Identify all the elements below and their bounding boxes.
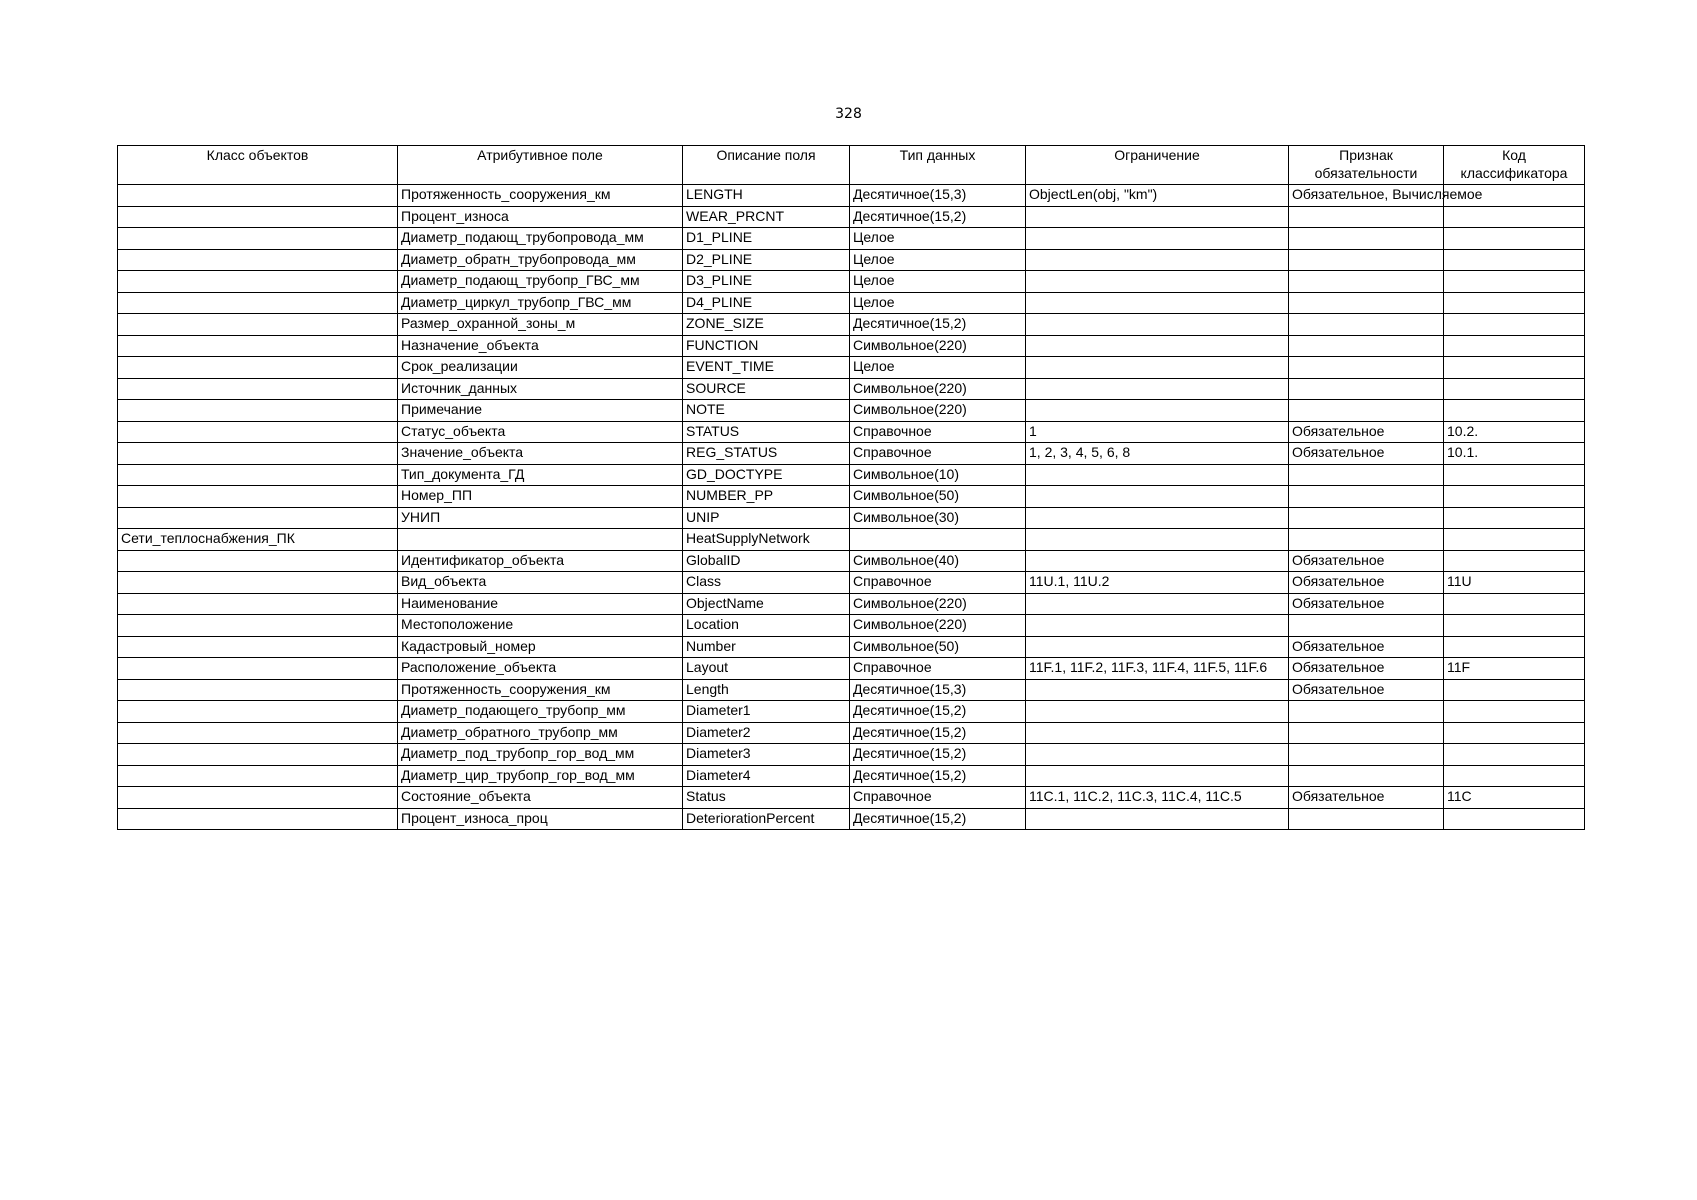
attribute-table <box>117 145 1585 830</box>
cell-data-type: Десятичное(15,2) <box>850 206 1026 228</box>
cell-field-description: LENGTH <box>683 185 850 207</box>
cell-mandatory-flag: Обязательное <box>1289 636 1444 658</box>
cell-mandatory-flag: Обязательное <box>1289 787 1444 809</box>
cell-object-class <box>118 185 398 207</box>
cell-mandatory-flag: Обязательное <box>1289 443 1444 465</box>
cell-mandatory-flag <box>1289 378 1444 400</box>
cell-object-class <box>118 228 398 250</box>
cell-constraint: ObjectLen(obj, "km") <box>1026 185 1289 207</box>
cell-object-class <box>118 421 398 443</box>
cell-mandatory-flag: Обязательное, Вычисляемое <box>1289 185 1444 207</box>
header-object-class: Класс объектов <box>118 146 398 185</box>
cell-object-class <box>118 658 398 680</box>
cell-mandatory-flag <box>1289 507 1444 529</box>
cell-constraint: 11U.1, 11U.2 <box>1026 572 1289 594</box>
cell-object-class: Сети_теплоснабжения_ПК <box>118 529 398 551</box>
table-row <box>118 744 1585 766</box>
cell-data-type: Десятичное(15,2) <box>850 314 1026 336</box>
cell-field-description: ObjectName <box>683 593 850 615</box>
cell-data-type <box>850 529 1026 551</box>
cell-classifier-code <box>1444 228 1585 250</box>
cell-field-description: HeatSupplyNetwork <box>683 529 850 551</box>
table-row <box>118 421 1585 443</box>
table-row <box>118 808 1585 830</box>
cell-data-type: Символьное(40) <box>850 550 1026 572</box>
cell-field-description: REG_STATUS <box>683 443 850 465</box>
cell-attribute-field: Диаметр_подающ_трубопровода_мм <box>398 228 683 250</box>
cell-constraint: 11C.1, 11C.2, 11C.3, 11C.4, 11C.5 <box>1026 787 1289 809</box>
cell-classifier-code <box>1444 550 1585 572</box>
table-row <box>118 679 1585 701</box>
table-row <box>118 507 1585 529</box>
table-row <box>118 636 1585 658</box>
cell-classifier-code <box>1444 636 1585 658</box>
cell-constraint: 11F.1, 11F.2, 11F.3, 11F.4, 11F.5, 11F.6 <box>1026 658 1289 680</box>
cell-data-type: Справочное <box>850 787 1026 809</box>
cell-field-description: NUMBER_PP <box>683 486 850 508</box>
cell-classifier-code <box>1444 701 1585 723</box>
cell-field-description: Diameter3 <box>683 744 850 766</box>
cell-constraint <box>1026 593 1289 615</box>
cell-data-type: Целое <box>850 228 1026 250</box>
cell-classifier-code <box>1444 615 1585 637</box>
cell-constraint <box>1026 722 1289 744</box>
table-row <box>118 765 1585 787</box>
cell-constraint <box>1026 228 1289 250</box>
cell-object-class <box>118 636 398 658</box>
table-row <box>118 228 1585 250</box>
cell-field-description: Diameter2 <box>683 722 850 744</box>
cell-classifier-code <box>1444 722 1585 744</box>
cell-mandatory-flag <box>1289 722 1444 744</box>
cell-field-description: NOTE <box>683 400 850 422</box>
cell-classifier-code <box>1444 529 1585 551</box>
table-row <box>118 185 1585 207</box>
cell-data-type: Десятичное(15,3) <box>850 679 1026 701</box>
table-row <box>118 572 1585 594</box>
cell-data-type: Символьное(220) <box>850 593 1026 615</box>
cell-constraint <box>1026 507 1289 529</box>
table-row <box>118 314 1585 336</box>
cell-mandatory-flag <box>1289 271 1444 293</box>
cell-mandatory-flag <box>1289 292 1444 314</box>
cell-constraint <box>1026 464 1289 486</box>
cell-mandatory-flag <box>1289 228 1444 250</box>
cell-classifier-code <box>1444 679 1585 701</box>
cell-attribute-field: Идентификатор_объекта <box>398 550 683 572</box>
cell-classifier-code <box>1444 464 1585 486</box>
cell-attribute-field: Протяженность_сооружения_км <box>398 185 683 207</box>
table-row <box>118 615 1585 637</box>
cell-field-description: D3_PLINE <box>683 271 850 293</box>
cell-constraint <box>1026 249 1289 271</box>
cell-constraint <box>1026 400 1289 422</box>
cell-field-description: D2_PLINE <box>683 249 850 271</box>
cell-mandatory-flag <box>1289 615 1444 637</box>
cell-mandatory-flag <box>1289 529 1444 551</box>
cell-mandatory-flag <box>1289 206 1444 228</box>
table-row <box>118 486 1585 508</box>
cell-constraint <box>1026 808 1289 830</box>
cell-classifier-code <box>1444 357 1585 379</box>
cell-attribute-field: Номер_ПП <box>398 486 683 508</box>
cell-classifier-code <box>1444 271 1585 293</box>
cell-constraint <box>1026 357 1289 379</box>
cell-mandatory-flag: Обязательное <box>1289 658 1444 680</box>
cell-object-class <box>118 249 398 271</box>
cell-classifier-code <box>1444 249 1585 271</box>
cell-object-class <box>118 271 398 293</box>
cell-object-class <box>118 679 398 701</box>
cell-field-description: SOURCE <box>683 378 850 400</box>
cell-data-type: Символьное(220) <box>850 615 1026 637</box>
cell-mandatory-flag: Обязательное <box>1289 421 1444 443</box>
cell-field-description: Class <box>683 572 850 594</box>
cell-data-type: Справочное <box>850 421 1026 443</box>
table-row <box>118 249 1585 271</box>
cell-object-class <box>118 443 398 465</box>
cell-constraint <box>1026 701 1289 723</box>
cell-attribute-field: Процент_износа <box>398 206 683 228</box>
cell-attribute-field: Диаметр_подающ_трубопр_ГВС_мм <box>398 271 683 293</box>
cell-attribute-field: Протяженность_сооружения_км <box>398 679 683 701</box>
cell-data-type: Десятичное(15,2) <box>850 808 1026 830</box>
cell-field-description: Diameter4 <box>683 765 850 787</box>
cell-data-type: Десятичное(15,2) <box>850 744 1026 766</box>
cell-mandatory-flag <box>1289 335 1444 357</box>
cell-object-class <box>118 486 398 508</box>
table-row <box>118 271 1585 293</box>
cell-object-class <box>118 464 398 486</box>
cell-attribute-field: Тип_документа_ГД <box>398 464 683 486</box>
cell-data-type: Десятичное(15,2) <box>850 765 1026 787</box>
page-number: 328 <box>835 106 862 122</box>
cell-data-type: Символьное(220) <box>850 335 1026 357</box>
cell-data-type: Справочное <box>850 658 1026 680</box>
cell-mandatory-flag <box>1289 314 1444 336</box>
cell-classifier-code: 10.1. <box>1444 443 1585 465</box>
cell-constraint <box>1026 292 1289 314</box>
cell-constraint <box>1026 765 1289 787</box>
cell-data-type: Символьное(220) <box>850 400 1026 422</box>
cell-field-description: STATUS <box>683 421 850 443</box>
cell-field-description: Location <box>683 615 850 637</box>
cell-constraint: 1, 2, 3, 4, 5, 6, 8 <box>1026 443 1289 465</box>
table-row <box>118 443 1585 465</box>
header-field-description: Описание поля <box>683 146 850 185</box>
cell-object-class <box>118 507 398 529</box>
cell-field-description: DeteriorationPercent <box>683 808 850 830</box>
cell-field-description: ZONE_SIZE <box>683 314 850 336</box>
cell-object-class <box>118 593 398 615</box>
cell-mandatory-flag <box>1289 249 1444 271</box>
cell-attribute-field: Вид_объекта <box>398 572 683 594</box>
cell-constraint <box>1026 206 1289 228</box>
table-row <box>118 787 1585 809</box>
cell-attribute-field: Срок_реализации <box>398 357 683 379</box>
cell-constraint <box>1026 744 1289 766</box>
cell-attribute-field: Расположение_объекта <box>398 658 683 680</box>
cell-object-class <box>118 572 398 594</box>
cell-field-description: UNIP <box>683 507 850 529</box>
table-row <box>118 529 1585 551</box>
cell-attribute-field: Статус_объекта <box>398 421 683 443</box>
cell-mandatory-flag <box>1289 808 1444 830</box>
cell-object-class <box>118 292 398 314</box>
table-row <box>118 658 1585 680</box>
cell-field-description: GD_DOCTYPE <box>683 464 850 486</box>
cell-field-description: Diameter1 <box>683 701 850 723</box>
cell-data-type: Символьное(10) <box>850 464 1026 486</box>
table-row <box>118 400 1585 422</box>
cell-data-type: Целое <box>850 249 1026 271</box>
cell-classifier-code <box>1444 486 1585 508</box>
table-header <box>118 146 1585 185</box>
cell-data-type: Справочное <box>850 443 1026 465</box>
cell-object-class <box>118 335 398 357</box>
cell-field-description: FUNCTION <box>683 335 850 357</box>
cell-constraint: 1 <box>1026 421 1289 443</box>
cell-data-type: Целое <box>850 357 1026 379</box>
header-classifier-code: Код классификатора <box>1444 146 1585 185</box>
cell-attribute-field: Состояние_объекта <box>398 787 683 809</box>
cell-object-class <box>118 744 398 766</box>
cell-classifier-code <box>1444 314 1585 336</box>
cell-field-description: Status <box>683 787 850 809</box>
cell-object-class <box>118 378 398 400</box>
table-row <box>118 292 1585 314</box>
cell-data-type: Десятичное(15,2) <box>850 701 1026 723</box>
cell-constraint <box>1026 550 1289 572</box>
cell-constraint <box>1026 615 1289 637</box>
cell-classifier-code <box>1444 808 1585 830</box>
cell-field-description: Number <box>683 636 850 658</box>
cell-classifier-code <box>1444 378 1585 400</box>
cell-field-description: EVENT_TIME <box>683 357 850 379</box>
cell-mandatory-flag <box>1289 765 1444 787</box>
cell-classifier-code <box>1444 292 1585 314</box>
cell-data-type: Справочное <box>850 572 1026 594</box>
header-constraint: Ограничение <box>1026 146 1289 185</box>
cell-classifier-code <box>1444 744 1585 766</box>
cell-classifier-code <box>1444 593 1585 615</box>
cell-constraint <box>1026 636 1289 658</box>
cell-field-description: GlobalID <box>683 550 850 572</box>
cell-attribute-field: Примечание <box>398 400 683 422</box>
table-row <box>118 701 1585 723</box>
table-row <box>118 206 1585 228</box>
cell-attribute-field: Размер_охранной_зоны_м <box>398 314 683 336</box>
header-attribute-field: Атрибутивное поле <box>398 146 683 185</box>
cell-mandatory-flag <box>1289 400 1444 422</box>
cell-object-class <box>118 765 398 787</box>
table-row <box>118 464 1585 486</box>
cell-attribute-field: Диаметр_цир_трубопр_гор_вод_мм <box>398 765 683 787</box>
cell-attribute-field: УНИП <box>398 507 683 529</box>
header-data-type: Тип данных <box>850 146 1026 185</box>
cell-mandatory-flag <box>1289 464 1444 486</box>
cell-constraint <box>1026 679 1289 701</box>
cell-attribute-field: Диаметр_циркул_трубопр_ГВС_мм <box>398 292 683 314</box>
cell-object-class <box>118 357 398 379</box>
cell-object-class <box>118 314 398 336</box>
table-row <box>118 357 1585 379</box>
table-row <box>118 722 1585 744</box>
header-row <box>118 146 1585 185</box>
cell-field-description: Layout <box>683 658 850 680</box>
cell-attribute-field <box>398 529 683 551</box>
cell-field-description: D1_PLINE <box>683 228 850 250</box>
table-row <box>118 593 1585 615</box>
cell-attribute-field: Процент_износа_проц <box>398 808 683 830</box>
cell-attribute-field: Диаметр_подающего_трубопр_мм <box>398 701 683 723</box>
cell-data-type: Символьное(50) <box>850 486 1026 508</box>
cell-object-class <box>118 808 398 830</box>
cell-classifier-code <box>1444 765 1585 787</box>
cell-constraint <box>1026 271 1289 293</box>
cell-attribute-field: Диаметр_обратного_трубопр_мм <box>398 722 683 744</box>
cell-data-type: Десятичное(15,3) <box>850 185 1026 207</box>
cell-classifier-code <box>1444 335 1585 357</box>
cell-object-class <box>118 206 398 228</box>
cell-classifier-code: 10.2. <box>1444 421 1585 443</box>
cell-constraint <box>1026 335 1289 357</box>
cell-mandatory-flag <box>1289 701 1444 723</box>
cell-data-type: Символьное(30) <box>850 507 1026 529</box>
cell-field-description: WEAR_PRCNT <box>683 206 850 228</box>
table-row <box>118 378 1585 400</box>
cell-attribute-field: Местоположение <box>398 615 683 637</box>
cell-constraint <box>1026 529 1289 551</box>
cell-object-class <box>118 550 398 572</box>
cell-attribute-field: Источник_данных <box>398 378 683 400</box>
cell-classifier-code: 11F <box>1444 658 1585 680</box>
cell-classifier-code <box>1444 507 1585 529</box>
cell-data-type: Десятичное(15,2) <box>850 722 1026 744</box>
table-row <box>118 550 1585 572</box>
cell-data-type: Символьное(220) <box>850 378 1026 400</box>
cell-classifier-code <box>1444 400 1585 422</box>
cell-attribute-field: Значение_объекта <box>398 443 683 465</box>
cell-constraint <box>1026 378 1289 400</box>
cell-mandatory-flag: Обязательное <box>1289 593 1444 615</box>
cell-classifier-code: 11U <box>1444 572 1585 594</box>
cell-constraint <box>1026 486 1289 508</box>
cell-object-class <box>118 787 398 809</box>
cell-mandatory-flag: Обязательное <box>1289 679 1444 701</box>
cell-object-class <box>118 615 398 637</box>
table-row <box>118 335 1585 357</box>
cell-classifier-code: 11C <box>1444 787 1585 809</box>
cell-mandatory-flag <box>1289 486 1444 508</box>
cell-object-class <box>118 701 398 723</box>
cell-field-description: Length <box>683 679 850 701</box>
cell-attribute-field: Диаметр_обратн_трубопровода_мм <box>398 249 683 271</box>
cell-mandatory-flag: Обязательное <box>1289 572 1444 594</box>
cell-data-type: Целое <box>850 271 1026 293</box>
cell-data-type: Символьное(50) <box>850 636 1026 658</box>
cell-attribute-field: Кадастровый_номер <box>398 636 683 658</box>
header-mandatory-flag: Признак обязательности <box>1289 146 1444 185</box>
table-body <box>118 185 1585 830</box>
cell-constraint <box>1026 314 1289 336</box>
cell-object-class <box>118 722 398 744</box>
cell-attribute-field: Диаметр_под_трубопр_гор_вод_мм <box>398 744 683 766</box>
cell-object-class <box>118 400 398 422</box>
cell-attribute-field: Назначение_объекта <box>398 335 683 357</box>
cell-data-type: Целое <box>850 292 1026 314</box>
cell-mandatory-flag <box>1289 744 1444 766</box>
cell-field-description: D4_PLINE <box>683 292 850 314</box>
cell-mandatory-flag <box>1289 357 1444 379</box>
cell-attribute-field: Наименование <box>398 593 683 615</box>
cell-mandatory-flag: Обязательное <box>1289 550 1444 572</box>
cell-classifier-code <box>1444 206 1585 228</box>
